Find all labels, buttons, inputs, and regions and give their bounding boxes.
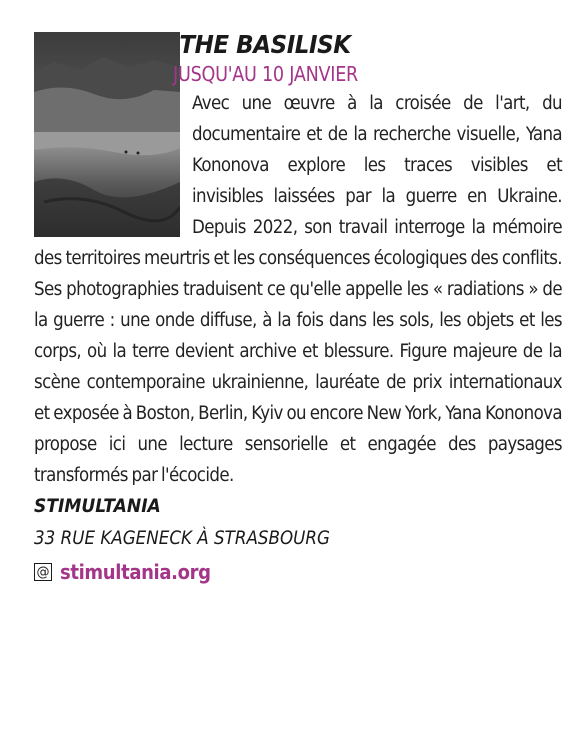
article-title: THE BASILISK: [179, 30, 351, 59]
event-dates: JUSQU'AU 10 JANVIER: [173, 62, 359, 86]
venue-address: 33 RUE KAGENECK À STRASBOURG: [34, 527, 330, 549]
article-body: Avec une œuvre à la croisée de l'art, du documentaire et de la recherche visuelle, Yana Kononova explore les traces visibles et invisibles laissées par la guerre en Ukraine. Depuis 2022, son travail interroge la mémoire des territoires meurtris et les conséquences écologiques des conflits. Ses photographies traduisent ce qu'elle appelle les « radiations » de la guerre : une onde diffuse, à la fois dans les sols, les objets et les corps, où la terre devient archive et blessure. Figure majeure de la scène contemporaine ukrainienne, lauréate de prix internationaux et exposée à Boston, Berlin, Kyiv ou encore New York, Yana Kononova propose ici une lecture sensorielle et engagée des paysages transformés par l'écocide.: [34, 93, 562, 486]
venue-name: STIMULTANIA: [34, 495, 161, 517]
website-line: [34, 557, 562, 587]
website-link[interactable]: stimultania.org: [60, 560, 211, 584]
event-listing: [34, 30, 562, 730]
at-icon: @: [34, 563, 52, 581]
